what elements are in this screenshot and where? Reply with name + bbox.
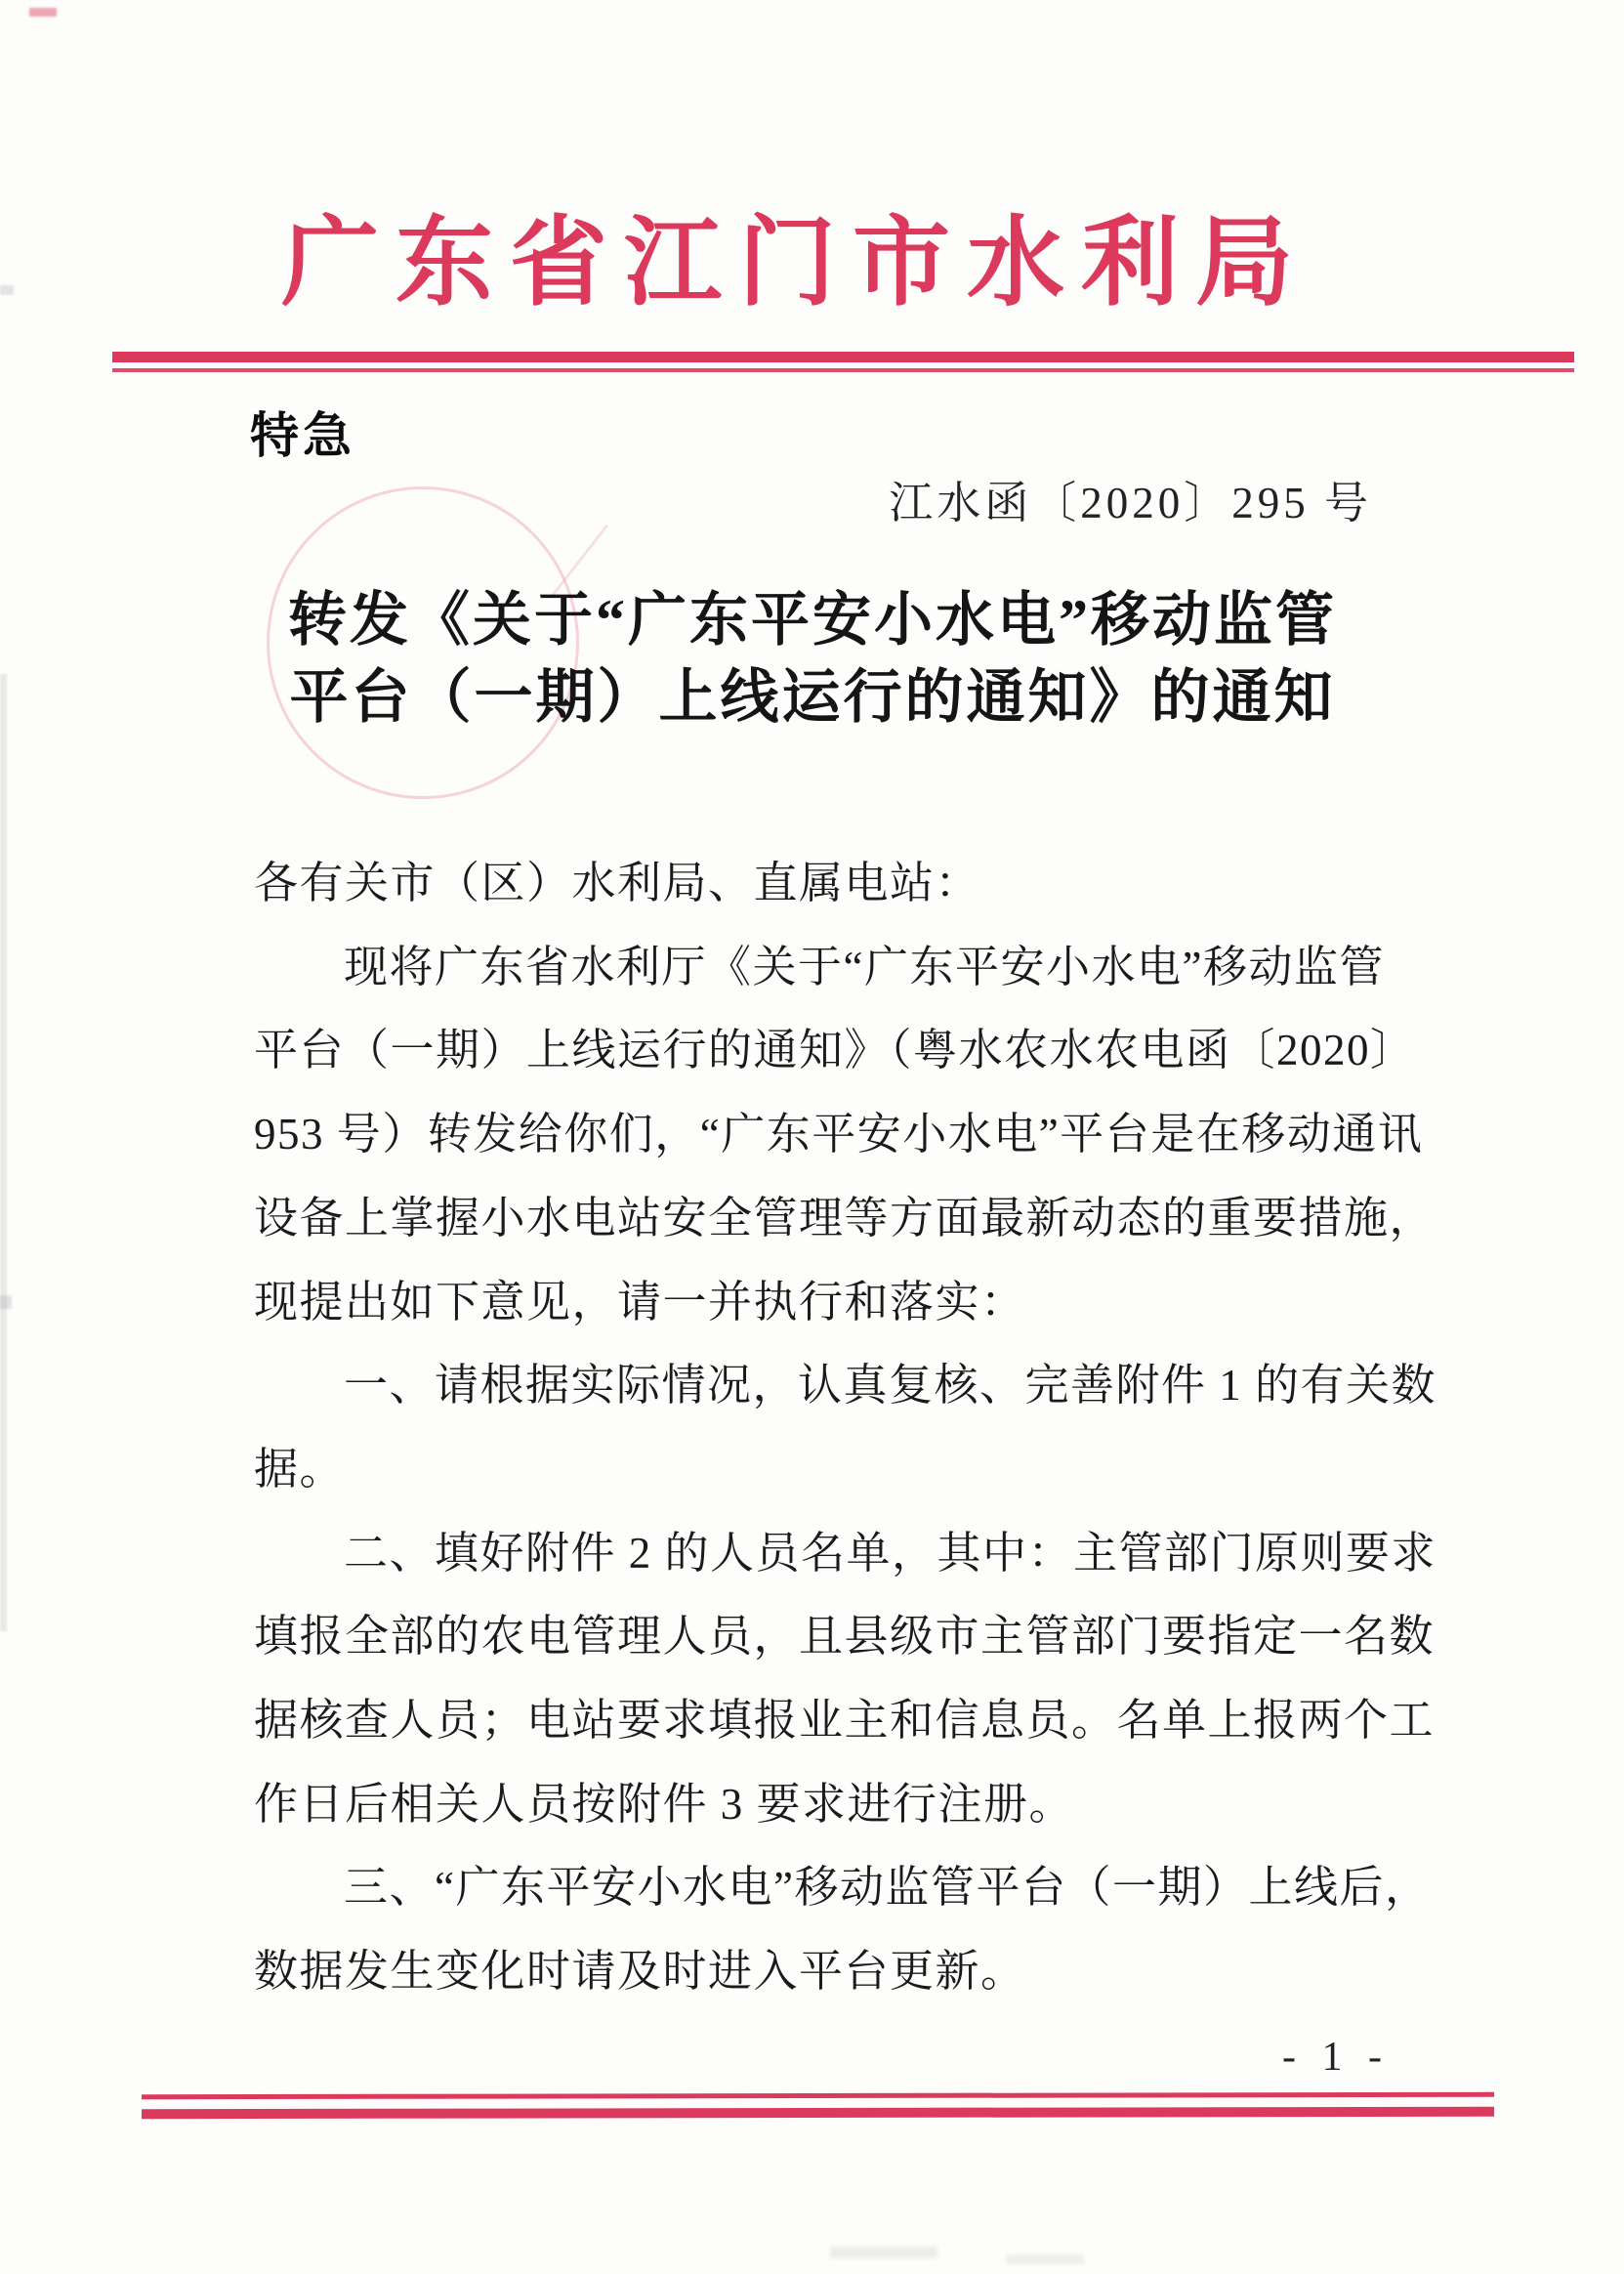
body-line: 作日后相关人员按附件 3 要求进行注册。 — [254, 1779, 1075, 1829]
letterhead-separator-thin — [112, 368, 1574, 372]
scan-artifact-bottom-smudge — [1006, 2254, 1084, 2264]
letterhead-separator-thick — [112, 352, 1574, 362]
urgency-label: 特急 — [250, 408, 355, 463]
body-line: 数据发生变化时请及时进入平台更新。 — [254, 1947, 1026, 1997]
scan-artifact-left-streak — [0, 674, 7, 1631]
body-line: 平台（一期）上线运行的通知》（粤水农水农电函〔2020〕 — [254, 1026, 1416, 1075]
scan-artifact-edge-mark — [0, 1295, 12, 1309]
document-title-line2: 平台（一期）上线运行的通知》的通知 — [289, 665, 1336, 730]
body-line-item-2: 二、填好附件 2 的人员名单，其中：主管部门原则要求 — [344, 1528, 1437, 1578]
body-line-salutation: 各有关市（区）水利局、直属电站： — [254, 859, 981, 907]
body-line-item-1: 一、请根据实际情况，认真复核、完善附件 1 的有关数 — [344, 1361, 1437, 1411]
document-reference-number: 江水函〔2020〕295 号 — [889, 479, 1372, 527]
body-line-item-3: 三、“广东平安小水电”移动监管平台（一期）上线后， — [344, 1863, 1431, 1913]
body-line: 设备上掌握小水电站安全管理等方面最新动态的重要措施， — [254, 1193, 1436, 1242]
footer-separator-thick — [142, 2107, 1494, 2119]
document-body — [254, 842, 1437, 2014]
body-line: 填报全部的农电管理人员，且县级市主管部门要指定一名数 — [254, 1612, 1436, 1662]
body-line: 据核查人员；电站要求填报业主和信息员。名单上报两个工 — [254, 1696, 1436, 1746]
scan-artifact-edge-mark — [0, 285, 14, 295]
agency-letterhead: 广东省江门市水利局 — [281, 209, 1310, 317]
page-number: - 1 - — [1282, 2035, 1390, 2080]
document-title-line1: 转发《关于“广东平安小水电”移动监管 — [288, 588, 1337, 653]
body-line: 现将广东省水利厅《关于“广东平安小水电”移动监管 — [344, 942, 1385, 991]
body-line: 据。 — [254, 1444, 346, 1494]
footer-separator-thin — [142, 2092, 1494, 2099]
document-title — [8, 582, 1617, 737]
body-line: 953 号）转发给你们，“广东平安小水电”平台是在移动通讯 — [254, 1110, 1424, 1159]
body-line: 现提出如下意见，请一并执行和落实： — [254, 1277, 1026, 1326]
scan-artifact-bottom-smudge — [830, 2247, 937, 2258]
scan-artifact-corner-speck — [29, 8, 57, 17]
